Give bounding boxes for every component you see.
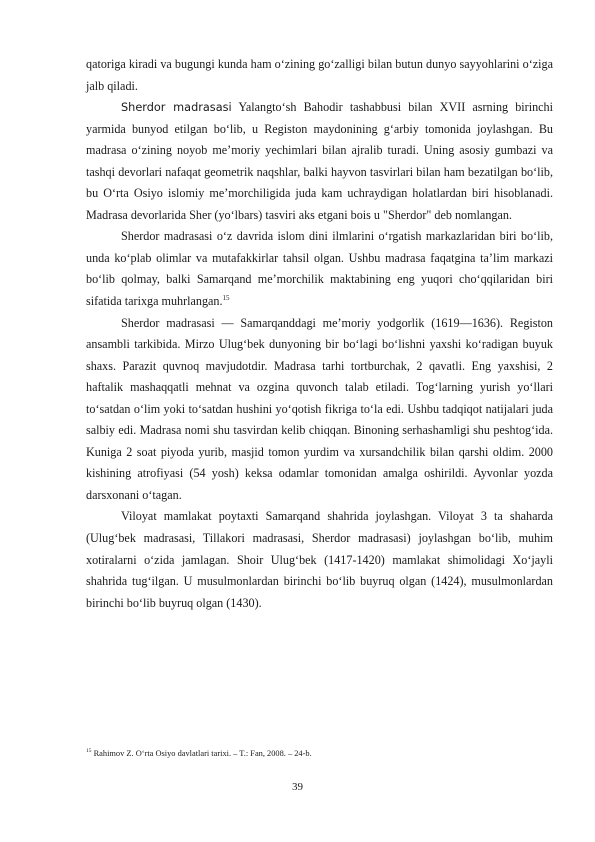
paragraph-2-lead: Sherdor madrasasi bbox=[121, 101, 232, 115]
main-text bbox=[86, 54, 553, 614]
footnote bbox=[86, 748, 553, 759]
paragraph-4: Sherdor madrasasi — Samarqanddagi meʼmoriy yodgorlik (1619—1636). Registon ansambli tarkibida. Mirzo Ulug‘bek dunyoning bir bo‘lagi bo‘lishni yaxshi ko‘radigan buyuk shaxs. Parazit quvnoq mavjudotdir. Madrasa tarhi tortburchak, 2 qavatli. Eng yaxshisi, 2 haftalik mashaqqatli mehnat va ozgina quvonch talab etiladi. Tog‘larning yurish yo‘llari to‘satdan o‘lim yoki to‘satdan hushini yo‘qotish fikriga to‘la edi. Ushbu tadqiqot natijalari juda salbiy edi. Madrasa nomi shu tasvirdan kelib chiqqan. Binoning serhashamligi shu peshtogʻida. Kuniga 2 soat piyoda yurib, masjid tomon yurdim va xursandchilik bilan qarshi oldim. 2000 kishining atrofiyasi (54 yosh) keksa odamlar tomonidan amalga oshirildi. Ayvonlar yozda darsxonani oʻtagan. bbox=[86, 315, 553, 502]
paragraph-2 bbox=[86, 97, 553, 226]
footnote-number: 15 bbox=[86, 748, 92, 755]
footnote-reference[interactable]: 15 bbox=[222, 293, 230, 302]
paragraph-3 bbox=[86, 226, 553, 312]
paragraph-5: Viloyat mamlakat poytaxti Samarqand shahrida joylashgan. Viloyat 3 ta shaharda (Ulugʻbek madrasasi, Tillakori madrasasi, Sherdor madrasasi) joylashgan boʻlib, muhim xotiralarni oʻzida jamlagan. Shoir Ulugʻbek (1417-1420) mamlakat shimolidagi Xo‘jayli shahrida tug‘ilgan. U musulmonlardan birinchi bo‘lib buyruq olgan (1424), musulmonlardan birinchi bo‘lib buyruq olgan (1430). bbox=[86, 509, 553, 610]
paragraph-2-text: Yalangto‘sh Bahodir tashabbusi bilan XVII asrning birinchi yarmida bunyod etilgan bo‘lib, u Registon maydonining g‘arbiy tomonida joylashgan. Bu madrasa o‘zining noyob me’moriy yechimlari bilan ajralib turadi. Uning asosiy gumbazi va tashqi devorlari nafaqat geometrik naqshlar, balki hayvon tasvirlari bilan ham bezatilgan bo‘lib, bu O‘rta Osiyo islomiy me’morchiligida juda kam uchraydigan holatlardan biri hisoblanadi. Madrasa devorlarida Sher (yo‘lbars) tasviri aks etgani bois u "Sherdor" deb nomlangan. bbox=[86, 100, 553, 222]
page-number: 39 bbox=[292, 781, 303, 793]
footnote-text: Rahimov Z. O‘rta Osiyo davlatlari tarixi. – T.: Fan, 2008. – 24-b. bbox=[91, 749, 312, 758]
paragraph-1: qatoriga kiradi va bugungi kunda ham o‘zining go‘zalligi bilan butun dunyo sayyohlarini o‘ziga jalb qiladi. bbox=[86, 57, 553, 93]
paragraph-3-text: Sherdor madrasasi o‘z davrida islom dini ilmlarini o‘rgatish markazlaridan biri bo‘lib, unda ko‘plab olimlar va mutafakkirlar tahsil olgan. Ushbu madrasa faqatgina ta’lim markazi bo‘lib qolmay, balki Samarqand me’morchilik maktabining eng yuqori cho‘qqilaridan biri sifatida tarixga muhrlangan. bbox=[86, 229, 553, 309]
